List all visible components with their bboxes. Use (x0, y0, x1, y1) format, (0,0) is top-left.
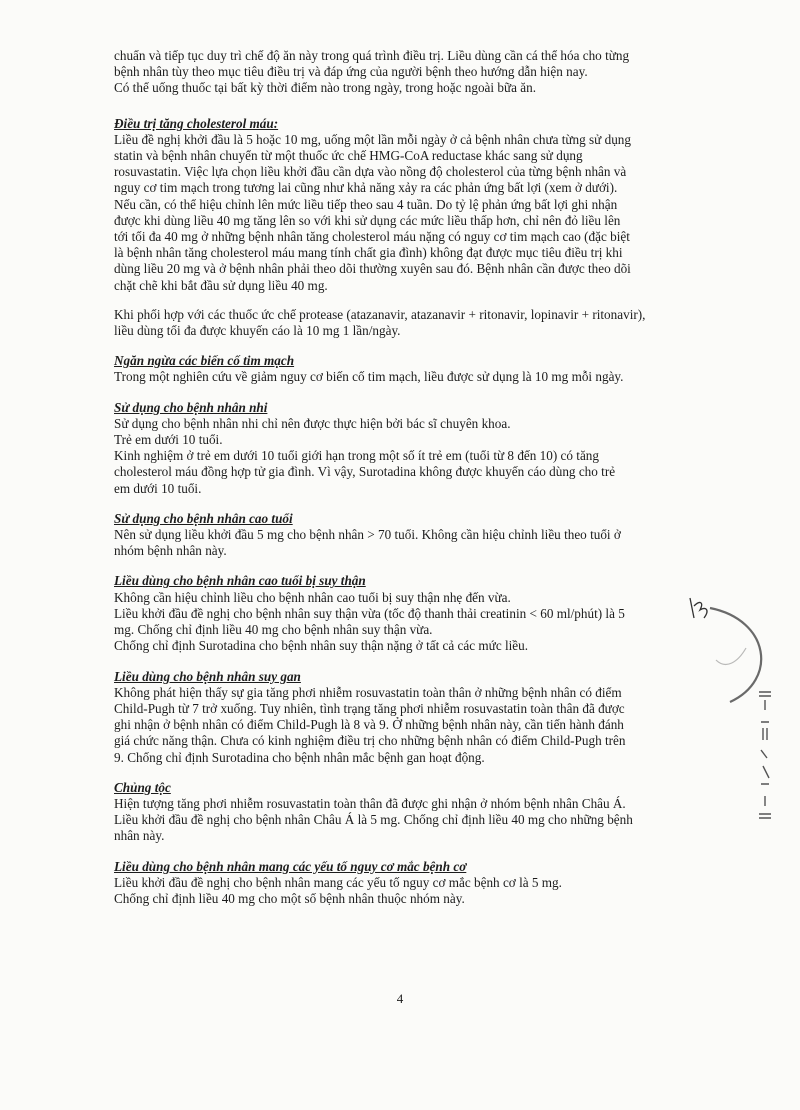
text-line: Chống chỉ định liều 40 mg cho một số bệnh nhân thuộc nhóm này. (114, 890, 465, 906)
text-line: Khi phối hợp với các thuốc ức chế protease (atazanavir, atazanavir + ritonavir, lopinavir + ritonavir), (114, 306, 646, 322)
section-title: Sử dụng cho bệnh nhân nhi (114, 399, 268, 415)
text-line: em dưới 10 tuổi. (114, 480, 202, 496)
section-cardiovascular-prevention (114, 353, 698, 385)
page-number: 4 (396, 991, 404, 1006)
text-line: nhóm bệnh nhân này. (114, 543, 227, 559)
section-title: Liều dùng cho bệnh nhân suy gan (114, 668, 301, 684)
text-line: Nên sử dụng liều khởi đầu 5 mg cho bệnh nhân > 70 tuổi. Không cần hiệu chỉnh liều theo tuổi ở (114, 527, 621, 543)
text-line: dùng liều 20 mg và ở bệnh nhân phải theo dõi thường xuyên sau đó. Bệnh nhân cần được theo dõi (114, 261, 631, 277)
section-title: Điều trị tăng cholesterol máu: (114, 115, 279, 131)
section-title: Chủng tộc (114, 779, 171, 795)
text-line: bệnh nhân tùy theo mục tiêu điều trị và đáp ứng của người bệnh theo hướng dẫn hiện nay. (114, 64, 588, 80)
section-hepatic (114, 669, 698, 766)
section-pediatric (114, 400, 698, 497)
text-line: Trong một nghiên cứu về giảm nguy cơ biến cố tim mạch, liều được sử dụng là 10 mg mỗi ngày. (114, 369, 624, 385)
document-body (114, 48, 698, 907)
text-line: Liều đề nghị khởi đầu là 5 hoặc 10 mg, uống một lần mỗi ngày ở cả bệnh nhân chưa từng sử dụng (114, 131, 631, 147)
section-myopathy-risk (114, 859, 698, 908)
intro-paragraph (114, 48, 698, 97)
text-line: ghi nhận ở bệnh nhân có điểm Child-Pugh là 8 và 9. Ở những bệnh nhân này, cần tiến hành đánh (114, 717, 624, 733)
text-line: liều dùng tối đa được khuyến cáo là 10 mg 1 lần/ngày. (114, 323, 401, 339)
text-line: Kinh nghiệm ở trẻ em dưới 10 tuổi giới hạn trong một số ít trẻ em (tuổi từ 8 đến 10) có tăng (114, 448, 599, 464)
section-paragraph (114, 416, 698, 497)
text-line: Chống chỉ định Surotadina cho bệnh nhân suy thận nặng ở tất cả các mức liều. (114, 638, 529, 654)
section-paragraph (114, 796, 698, 845)
section-paragraph (114, 875, 698, 907)
handwritten-initials-icon (686, 592, 716, 622)
text-line: mg. Chống chỉ định liều 40 mg cho bệnh nhân suy thận vừa. (114, 622, 433, 638)
section-hypercholesterolemia (114, 116, 698, 340)
text-line: statin và bệnh nhân chuyển từ một thuốc ức chế HMG-CoA reductase khác sang sử dụng (114, 148, 583, 164)
text-line: Liều khởi đầu đề nghị cho bệnh nhân Châu Á là 5 mg. Chống chỉ định liều 40 mg cho những bệnh (114, 812, 633, 828)
margin-marks-icon (753, 688, 777, 828)
section-paragraph (114, 527, 698, 559)
text-line: Child-Pugh từ 7 trở xuống. Tuy nhiên, tình trạng tăng phơi nhiễm rosuvastatin toàn thân đã được (114, 700, 625, 716)
text-line: nguy cơ tim mạch trong tương lai cũng như khả năng xảy ra các phản ứng bất lợi (xem ở dưới). (114, 180, 618, 196)
text-line: 9. Chống chỉ định Surotadina cho bệnh nhân mắc bệnh gan hoạt động. (114, 749, 485, 765)
section-race (114, 780, 698, 845)
text-line: giá chức năng thận. Chưa có kinh nghiệm điều trị cho những bệnh nhân có điểm Child-Pugh trên (114, 733, 626, 749)
text-line: Sử dụng cho bệnh nhân nhi chỉ nên được thực hiện bởi bác sĩ chuyên khoa. (114, 415, 511, 431)
text-line: rosuvastatin. Việc lựa chọn liều khởi đầu cần dựa vào nồng độ cholesterol của từng bệnh nhân và (114, 164, 627, 180)
section-title: Liều dùng cho bệnh nhân cao tuổi bị suy thận (114, 573, 366, 589)
section-paragraph (114, 369, 698, 385)
section-paragraph (114, 685, 698, 766)
section-elderly (114, 511, 698, 560)
section-paragraph (114, 307, 698, 339)
text-line: Không cần hiệu chỉnh liều cho bệnh nhân cao tuổi bị suy thận nhẹ đến vừa. (114, 589, 511, 605)
text-line: được khi dùng liều 40 mg tăng lên so với khi sử dụng các mức liều thấp hơn, chỉ nên đỏ liều lên (114, 212, 621, 228)
text-line: chặt chẽ khi bắt đầu sử dụng liều 40 mg. (114, 277, 328, 293)
section-title: Liều dùng cho bệnh nhân mang các yếu tố nguy cơ mắc bệnh cơ (114, 858, 467, 874)
section-paragraph (114, 590, 698, 655)
text-line: chuẩn và tiếp tục duy trì chế độ ăn này trong quá trình điều trị. Liều dùng cần cá thể hóa cho từng (114, 48, 630, 63)
text-line: Có thể uống thuốc tại bất kỳ thời điểm nào trong ngày, trong hoặc ngoài bữa ăn. (114, 80, 536, 96)
text-line: là bệnh nhân tăng cholesterol máu mang tính chất gia đình) không đạt được mục tiêu điều trị khi (114, 245, 623, 261)
text-line: Không phát hiện thấy sự gia tăng phơi nhiễm rosuvastatin toàn thân ở những bệnh nhân có điểm (114, 684, 622, 700)
text-line: Hiện tượng tăng phơi nhiễm rosuvastatin toàn thân đã được ghi nhận ở nhóm bệnh nhân Châu Á. (114, 795, 626, 811)
text-line: tới tối đa 40 mg ở những bệnh nhân tăng cholesterol máu nặng có nguy cơ tim mạch cao (đặc biệt (114, 229, 630, 245)
text-line: Liều khởi đầu đề nghị cho bệnh nhân suy thận vừa (tốc độ thanh thải creatinin < 60 ml/phút) là 5 (114, 605, 625, 621)
text-line: Nếu cần, có thể hiệu chỉnh lên mức liều tiếp theo sau 4 tuần. Do tỷ lệ phản ứng bất lợi ghi nhận (114, 196, 618, 212)
section-title: Sử dụng cho bệnh nhân cao tuổi (114, 510, 293, 526)
text-line: cholesterol máu đồng hợp tử gia đình. Vì vậy, Surotadina không được khuyến cáo dùng cho trẻ (114, 464, 616, 480)
section-paragraph (114, 132, 698, 294)
text-line: nhân này. (114, 828, 165, 844)
section-title: Ngăn ngừa các biến cố tim mạch (114, 353, 295, 369)
text-line: Trẻ em dưới 10 tuổi. (114, 432, 223, 448)
section-elderly-renal (114, 573, 698, 654)
text-line: Liều khởi đầu đề nghị cho bệnh nhân mang các yếu tố nguy cơ mắc bệnh cơ là 5 mg. (114, 874, 562, 890)
